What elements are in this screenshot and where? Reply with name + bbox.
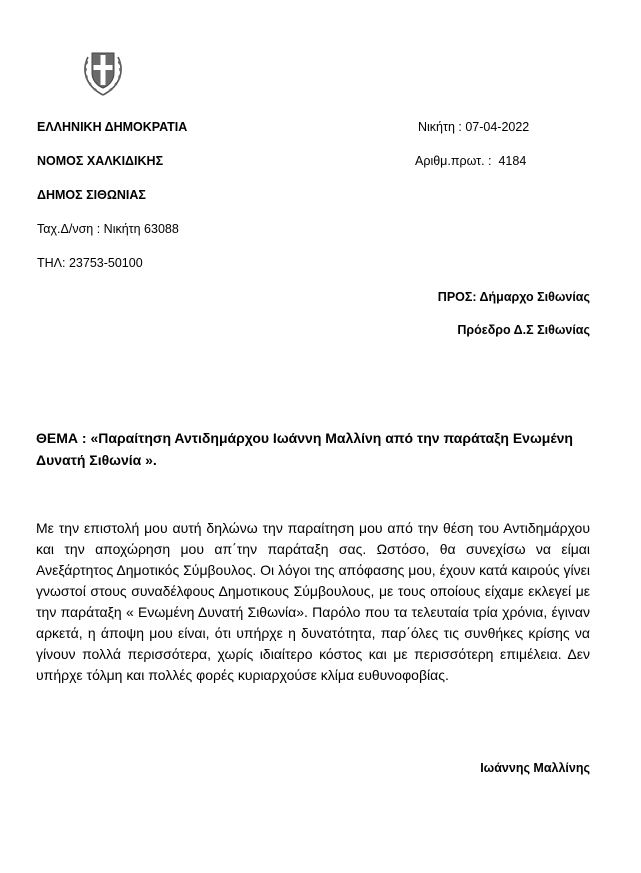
signature-name: Ιωάννης Μαλλίνης <box>480 761 590 775</box>
postal-address: Ταχ.Δ/νση : Νικήτη 63088 <box>37 222 179 236</box>
org-name-line-2: ΝΟΜΟΣ ΧΑΛΚΙΔΙΚΗΣ <box>37 154 164 168</box>
phone-number: ΤΗΛ: 23753-50100 <box>37 256 143 270</box>
recipient-council-president: Πρόεδρο Δ.Σ Σιθωνίας <box>457 323 590 337</box>
greek-coat-of-arms-icon <box>80 47 126 97</box>
org-name-line-1: ΕΛΛΗΝΙΚΗ ΔΗΜΟΚΡΑΤΙΑ <box>37 120 188 134</box>
subject-line: ΘΕΜΑ : «Παραίτηση Αντιδημάρχου Ιωάννη Μαλλίνη από την παράταξη Ενωμένη Δυνατή Σιθωνία ». <box>36 430 573 468</box>
letter-body: Με την επιστολή μου αυτή δηλώνω την παραίτηση μου από την θέση του Αντιδημάρχου και την αποχώρηση μου απ΄την παράταξη σας. Ωστόσο, θα συνεχίσω να είμαι Ανεξάρτητος Δημοτικός Σύμβουλος. Οι λόγοι της απόφασης μου, έχουν κατά καιρούς γίνει γνωστοί στους συναδέλφους Δημοτικους Σύμβουλους, με τους οποίους είχαμε εκλεγεί με την παράταξη « Ενωμένη Δυνατή Σιθωνία». Παρόλο που τα τελευταία τρία χρόνια, έγιναν αρκετά, η άποψη μου είναι, ότι υπήρχε η δυνατότητα, παρ΄όλες τις συνθήκες κρίσης να γίνουν πολλά περισσότερα, χωρίς ιδιαίτερο κόστος και με περισσότερη επιμέλεια. Δεν υπήρχε τόλμη και πολλές φορές κυριαρχούσε κλίμα ευθυνοφοβίας. <box>36 520 590 683</box>
document-date: Νικήτη : 07-04-2022 <box>418 120 530 134</box>
protocol-value: 4184 <box>498 154 527 168</box>
recipient-mayor: ΠΡΟΣ: Δήμαρχο Σιθωνίας <box>437 290 590 304</box>
protocol-label: Αριθμ.πρωτ. : <box>415 154 492 168</box>
org-name-line-3: ΔΗΜΟΣ ΣΙΘΩΝΙΑΣ <box>37 188 146 202</box>
protocol-number <box>415 154 526 168</box>
